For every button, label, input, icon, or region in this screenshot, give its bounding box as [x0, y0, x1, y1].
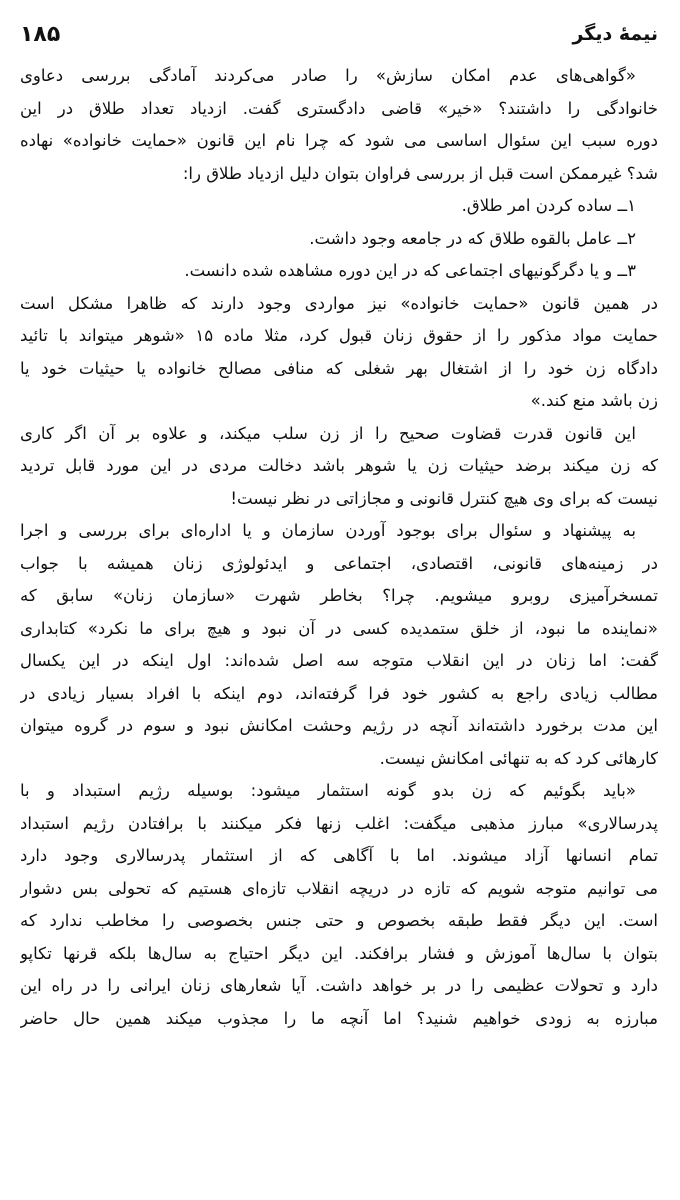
text-line: نیست که برای وی هیچ کنترل قانونی و مجازاتی در نظر نیست! — [230, 488, 658, 508]
text-line: که زن میکند برضد حیثیات زن یا شوهر باشد دخالت مردی در این مورد قابل تردید — [20, 456, 658, 475]
text-line: «نماینده ما نبود، از خلق ستمدیده کسی در آن نبود و هیچ برای ما نکرد» کتابداری — [20, 618, 658, 638]
book-page — [20, 14, 658, 1190]
list-item: ۱ــ ساده کردن امر طلاق. — [461, 196, 636, 215]
text-line: حمایت مواد مذکور را از حقوق زنان قبول کرد، مثلا ماده ۱۵ «شوهر میتواند با تائید — [20, 326, 658, 345]
text-line: مطالب زیادی راجع به کشور خود فرا گرفته‌اند، دوم اینکه با افراد بسیار زیادی در — [20, 683, 658, 703]
text-line: در همین قانون «حمایت خانواده» نیز مواردی وجود دارند که ظاهرا مشکل است — [20, 293, 658, 313]
text-line: دارد و تحولات عظیمی را در بر خواهد داشت. آیا شعارهای زنان ایرانی را در راه این — [20, 976, 658, 995]
page-header — [20, 14, 658, 54]
list-item: ۲ــ عامل بالقوه طلاق که در جامعه وجود داشت. — [309, 228, 636, 248]
running-title: نیمهٔ دیگر — [572, 23, 658, 45]
text-line: دادگاه زن خود را از اشتغال بهر شغلی که منافی مصالح خانواده یا حیثیات خود یا — [20, 358, 658, 378]
page-number: ۱۸۵ — [20, 21, 61, 47]
text-line: تمسخرآمیزی روبرو میشویم. چرا؟ بخاطر شهرت «سازمان زنان» سابق که — [20, 586, 658, 605]
text-line: مبارزه به زودی خواهیم شنید؟ اما آنچه ما را مجذوب میکند همین حال حاضر — [20, 1008, 658, 1028]
text-line: گفت: اما زنان در این انقلاب متوجه سه اصل شده‌اند: اول اینکه در این یکسال — [20, 651, 658, 670]
text-line: این قانون قدرت قضاوت صحیح را از زن سلب میکند، و علاوه بر آن اگر کاری — [20, 423, 636, 443]
text-line: می توانیم متوجه شویم که تازه در دریچه انقلاب تازه‌ای هستیم که تحولی بس دشوار — [20, 878, 658, 898]
text-line: این مدت برخورد داشته‌اند آنچه در رژیم وحشت امکانش نبود و سوم در گروه میتوان — [20, 716, 658, 735]
text-line: زن باشد منع کند.» — [530, 391, 658, 410]
text-line: به پیشنهاد و سئوال برای بوجود آوردن سازمان و یا اداره‌ای برای بررسی و اجرا — [20, 521, 636, 540]
text-line: پدرسالاری» مبارز مذهبی میگفت: اغلب زنها فکر میکنند با برافتادن رژیم استبداد — [20, 813, 658, 833]
text-line: بتوان با سال‌ها آموزش و فشار برافکند. این دیگر احتیاج به سال‌ها بلکه قرنها تکاپو — [20, 943, 658, 963]
text-line: کارهائی کرد که به تنهائی امکانش نیست. — [379, 748, 658, 768]
text-line: خانوادگی را داشتند؟ «خیر» قاضی دادگستری گفت. ازدیاد تعداد طلاق در این — [20, 98, 658, 118]
text-line: دوره سبب این سئوال اساسی می شود که چرا نام این قانون «حمایت خانواده» نهاده — [20, 131, 658, 150]
text-line: در زمینه‌های قانونی، اقتصادی، اجتماعی و ایدئولوژی زنان همیشه با جواب — [20, 553, 658, 573]
text-line: است. این دیگر فقط طبقه بخصوص و حتی جنس بخصوصی را مخاطب ندارد که — [20, 911, 658, 930]
text-line: شد؟ غیرممکن است قبل از بررسی فراوان بتوان دلیل ازدیاد طلاق را: — [182, 163, 658, 183]
text-line: تمام انسانها آزاد میشوند. اما با آگاهی که از استثمار پدرسالاری وجود دارد — [20, 846, 658, 865]
body-text — [20, 60, 658, 1035]
text-line: «باید بگوئیم که زن بدو گونه استثمار میشود: بوسیله رژیم استبداد و با — [20, 781, 636, 800]
list-item: ۳ــ و یا دگرگونیهای اجتماعی که در این دوره مشاهده شده دانست. — [184, 261, 636, 280]
text-line: «گواهی‌های عدم امکان سازش» را صادر می‌کردند آمادگی بررسی دعاوی — [20, 66, 636, 85]
